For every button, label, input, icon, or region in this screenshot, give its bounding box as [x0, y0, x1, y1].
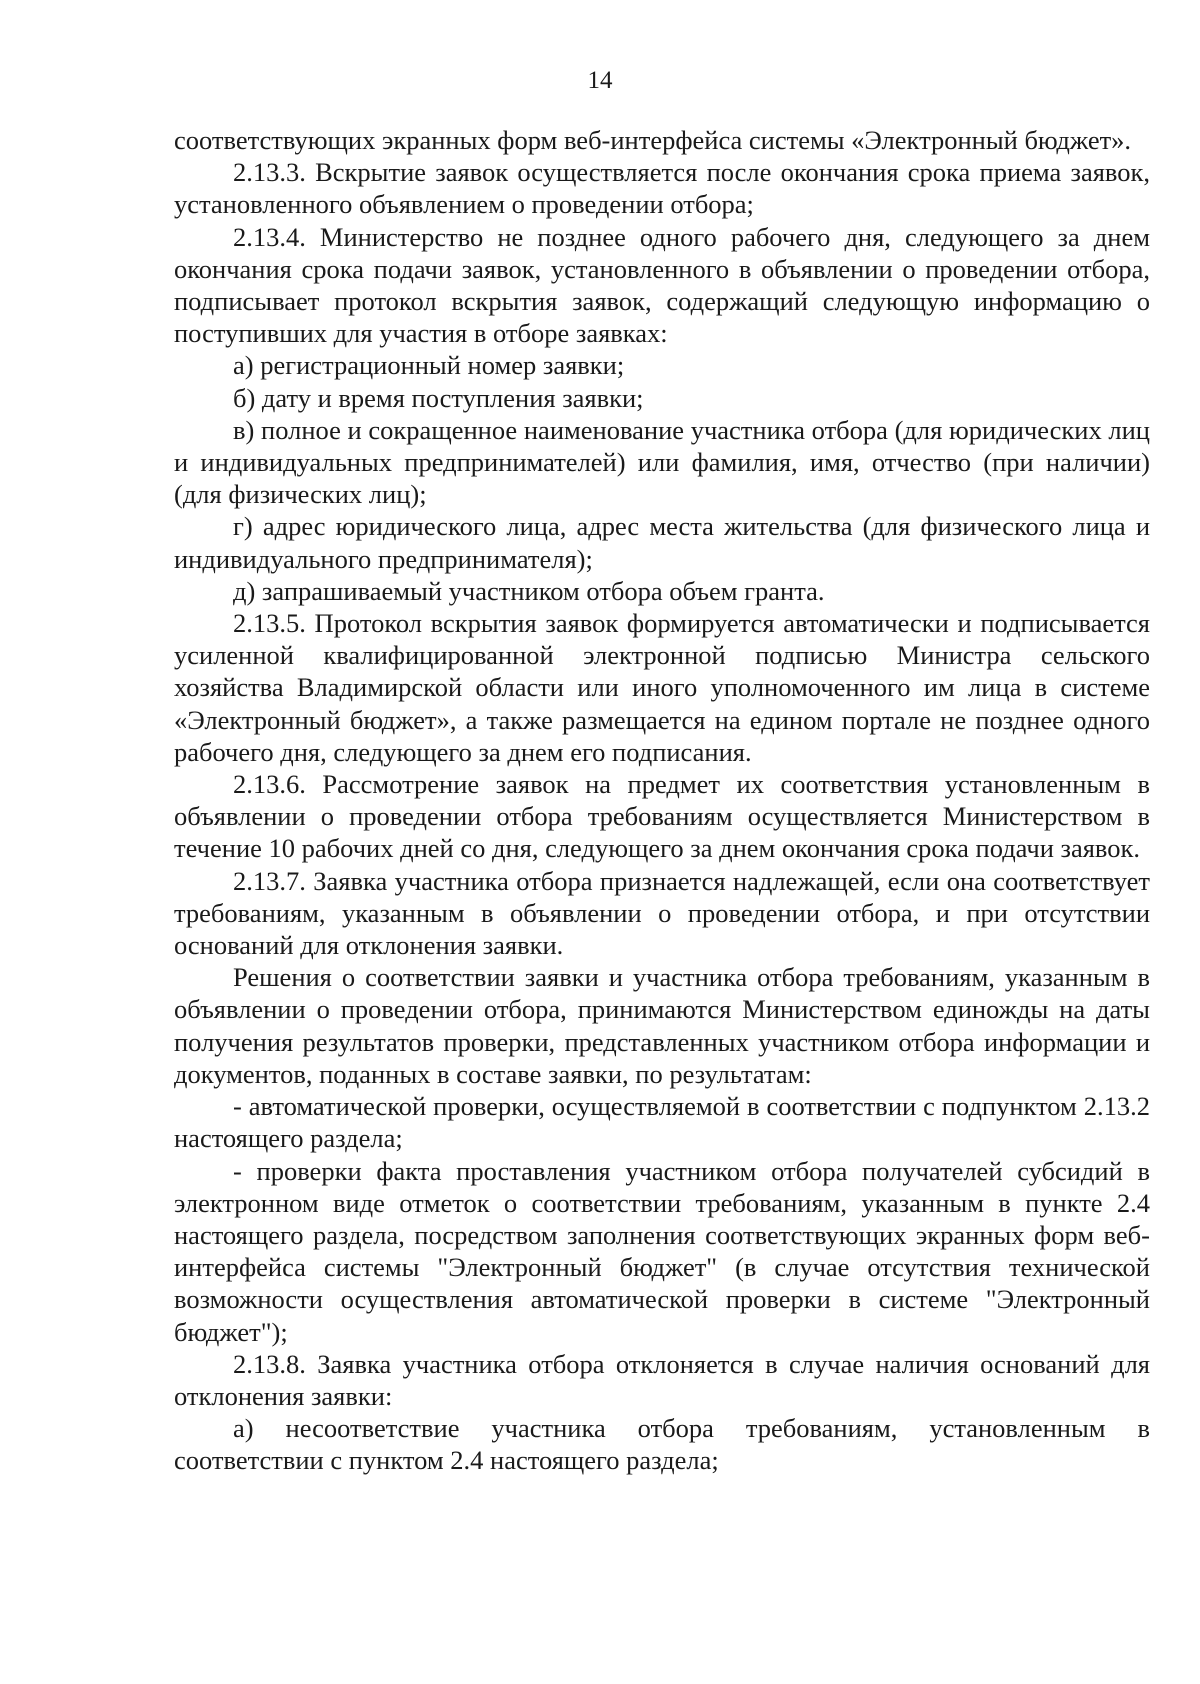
list-item: г) адрес юридического лица, адрес места жительства (для физического лица и индивидуального предпринимателя); [174, 511, 1150, 574]
paragraph: 2.13.7. Заявка участника отбора признается надлежащей, если она соответствует требованиям, указанным в объявлении о проведении отбора, и при отсутствии оснований для отклонения заявки. [174, 865, 1150, 961]
list-item: - автоматической проверки, осуществляемой в соответствии с подпунктом 2.13.2 настоящего раздела; [174, 1091, 1150, 1154]
paragraph: 2.13.4. Министерство не позднее одного рабочего дня, следующего за днем окончания срока подачи заявок, установленного в объявлении о проведении отбора, подписывает протокол вскрытия заявок, содержащий следующую информацию о поступивших для участия в отборе заявках: [174, 221, 1150, 349]
paragraph: соответствующих экранных форм веб-интерфейса системы «Электронный бюджет». [174, 125, 1132, 155]
list-item: б) дату и время поступления заявки; [233, 382, 644, 413]
paragraph: 2.13.8. Заявка участника отбора отклоняется в случае наличия оснований для отклонения заявки: [174, 1348, 1150, 1411]
list-item: а) несоответствие участника отбора требованиям, установленным в соответствии с пунктом 2.4 настоящего раздела; [174, 1413, 1150, 1476]
list-item: - проверки факта проставления участником отбора получателей субсидий в электронном виде отметок о соответствии требованиям, указанным в пункте 2.4 настоящего раздела, посредством заполнения соответствующих экранных форм веб-интерфейса системы "Электронный бюджет" (в случае отсутствия технической возможности осуществления автоматической проверки в системе "Электронный бюджет"); [174, 1155, 1150, 1347]
paragraph: 2.13.3. Вскрытие заявок осуществляется после окончания срока приема заявок, установленного объявлением о проведении отбора; [174, 157, 1150, 220]
paragraph: Решения о соответствии заявки и участника отбора требованиям, указанным в объявлении о проведении отбора, принимаются Министерством единожды на даты получения результатов проверки, представленных участником отбора информации и документов, поданных в составе заявки, по результатам: [174, 962, 1150, 1089]
page-number: 14 [587, 67, 613, 94]
list-item: в) полное и сокращенное наименование участника отбора (для юридических лиц и индивидуальных предпринимателей) или фамилия, имя, отчество (при наличии) (для физических лиц); [174, 414, 1150, 510]
paragraph: 2.13.6. Рассмотрение заявок на предмет их соответствия установленным в объявлении о проведении отбора требованиям осуществляется Министерством в течение 10 рабочих дней со дня, следующего за днем окончания срока подачи заявок. [174, 769, 1150, 864]
document-body [174, 124, 1150, 1477]
list-item: д) запрашиваемый участником отбора объем гранта. [233, 575, 825, 606]
list-item: а) регистрационный номер заявки; [233, 350, 625, 381]
paragraph: 2.13.5. Протокол вскрытия заявок формируется автоматически и подписывается усиленной квалифицированной электронной подписью Министра сельского хозяйства Владимирской области или иного уполномоченного им лица в системе «Электронный бюджет», а также размещается на едином портале не позднее одного рабочего дня, следующего за днем его подписания. [174, 608, 1150, 767]
